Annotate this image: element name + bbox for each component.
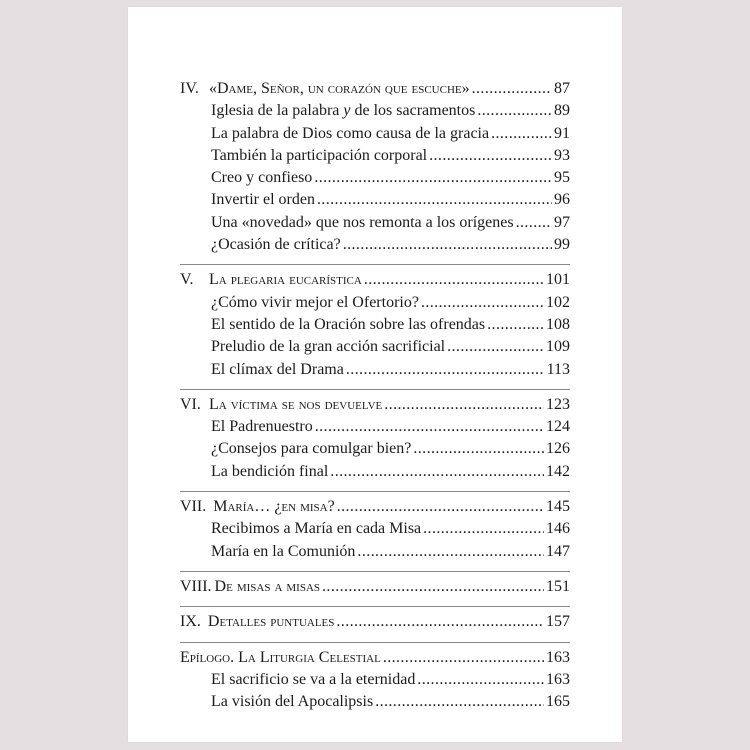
toc-chapter-v[interactable] <box>180 269 570 291</box>
page-number: 163 <box>546 670 570 688</box>
page-number: 97 <box>554 213 570 231</box>
dot-leader <box>413 438 544 460</box>
toc-entry[interactable] <box>180 145 570 167</box>
toc-chapter-viii[interactable] <box>180 576 570 598</box>
chapter-number: IV. <box>180 80 199 97</box>
dot-leader <box>491 123 552 145</box>
dot-leader <box>383 647 544 669</box>
dot-leader <box>421 292 544 314</box>
toc-chapter-iv[interactable] <box>180 78 570 100</box>
toc-chapter-vi[interactable] <box>180 394 570 416</box>
page-number: 108 <box>546 315 570 333</box>
page-number: 109 <box>546 338 570 356</box>
toc-entry[interactable] <box>180 234 570 256</box>
entry-title: El clímax del Drama <box>211 360 344 378</box>
page-number: 151 <box>546 577 570 595</box>
chapter-number: VIII. <box>180 577 212 595</box>
toc-entry[interactable] <box>180 691 570 713</box>
chapter-title: De misas a misas <box>214 577 321 595</box>
entry-title: ¿Ocasión de crítica? <box>211 236 341 254</box>
dot-leader <box>477 100 552 122</box>
entry-title: María en la Comunión <box>211 542 356 560</box>
dot-leader <box>417 669 544 691</box>
section-divider <box>180 642 570 643</box>
toc-entry[interactable] <box>180 189 570 211</box>
entry-title: Preludio de la gran acción sacrificial <box>211 338 446 356</box>
entry-title: También la participación corporal <box>211 146 428 164</box>
chapter-title: «Dame, Señor, un corazón que escuche» <box>209 80 470 97</box>
section-divider <box>180 606 570 607</box>
dot-leader <box>317 189 552 211</box>
dot-leader <box>346 359 545 381</box>
dot-leader <box>472 78 552 100</box>
dot-leader <box>375 691 544 713</box>
chapter-number: IX. <box>180 613 201 631</box>
dot-leader <box>337 496 544 518</box>
entry-title: Una «novedad» que nos remonta a los orígenes <box>211 213 514 231</box>
page-number: 89 <box>554 102 570 120</box>
chapter-title: Epílogo. La Liturgia Celestial <box>180 648 381 666</box>
toc-entry[interactable] <box>180 669 570 691</box>
chapter-title: Detalles puntuales <box>207 613 335 631</box>
entry-title: El sacrificio se va a la eternidad <box>211 670 416 688</box>
page-number: 101 <box>546 271 570 289</box>
dot-leader <box>315 416 544 438</box>
chapter-title: La plegaria eucarística <box>209 271 362 289</box>
chapter-number: VII. <box>180 498 207 516</box>
toc-entry[interactable] <box>180 461 570 483</box>
chapter-number: V. <box>180 271 194 289</box>
dot-leader <box>384 394 544 416</box>
page-number: 91 <box>554 124 570 142</box>
section-divider <box>180 264 570 265</box>
section-divider <box>180 571 570 572</box>
toc-entry[interactable] <box>180 292 570 314</box>
toc-entry[interactable] <box>180 100 570 122</box>
book-page <box>128 7 622 742</box>
dot-leader <box>364 269 544 291</box>
toc-entry[interactable] <box>180 518 570 540</box>
page-number: 163 <box>546 648 570 666</box>
toc-entry[interactable] <box>180 336 570 358</box>
toc-chapter-vii[interactable] <box>180 496 570 518</box>
entry-title: Invertir el orden <box>211 191 315 209</box>
dot-leader <box>447 336 544 358</box>
toc-entry[interactable] <box>180 541 570 563</box>
page-number: 95 <box>554 169 570 187</box>
page-number: 99 <box>554 236 570 254</box>
chapter-number: VI. <box>180 395 201 413</box>
entry-title: La bendición final <box>211 462 329 480</box>
page-number: 123 <box>546 395 570 413</box>
toc-entry[interactable] <box>180 212 570 234</box>
dot-leader <box>357 541 544 563</box>
toc-entry[interactable] <box>180 314 570 336</box>
toc-entry[interactable] <box>180 359 570 381</box>
page-number: 147 <box>546 542 570 560</box>
chapter-title: María… ¿en misa? <box>213 498 335 516</box>
entry-title: La visión del Apocalipsis <box>211 693 374 711</box>
toc-entry[interactable] <box>180 416 570 438</box>
page-number: 87 <box>554 80 570 97</box>
entry-title: Iglesia de la palabra y de los sacramentos <box>211 102 476 120</box>
page-number: 142 <box>546 462 570 480</box>
toc-chapter-ix[interactable] <box>180 611 570 633</box>
page-number: 146 <box>546 520 570 538</box>
dot-leader <box>516 212 552 234</box>
table-of-contents <box>180 78 570 713</box>
chapter-title: La víctima se nos devuelve <box>209 395 383 413</box>
toc-entry[interactable] <box>180 123 570 145</box>
page-number: 102 <box>546 293 570 311</box>
page-number: 145 <box>546 498 570 516</box>
dot-leader <box>322 576 544 598</box>
entry-title: Recibimos a María en cada Misa <box>211 520 422 538</box>
entry-title: El sentido de la Oración sobre las ofrendas <box>211 315 486 333</box>
dot-leader <box>429 145 552 167</box>
section-divider <box>180 491 570 492</box>
entry-title: La palabra de Dios como causa de la gracia <box>211 124 490 142</box>
dot-leader <box>423 518 544 540</box>
dot-leader <box>336 611 544 633</box>
page-number: 157 <box>546 613 570 631</box>
page-number: 113 <box>546 360 570 378</box>
page-number: 165 <box>546 693 570 711</box>
toc-entry[interactable] <box>180 438 570 460</box>
dot-leader <box>314 167 552 189</box>
section-divider <box>180 389 570 390</box>
toc-entry[interactable] <box>180 167 570 189</box>
page-number: 126 <box>546 440 570 458</box>
entry-title: ¿Cómo vivir mejor el Ofertorio? <box>211 293 419 311</box>
toc-epilogue[interactable] <box>180 647 570 669</box>
dot-leader <box>343 234 552 256</box>
dot-leader <box>487 314 544 336</box>
page-number: 93 <box>554 146 570 164</box>
dot-leader <box>330 461 544 483</box>
page-number: 124 <box>546 418 570 436</box>
page-number: 96 <box>554 191 570 209</box>
entry-title: El Padrenuestro <box>211 418 313 436</box>
entry-title: Creo y confieso <box>211 169 313 187</box>
entry-title: ¿Consejos para comulgar bien? <box>211 440 412 458</box>
